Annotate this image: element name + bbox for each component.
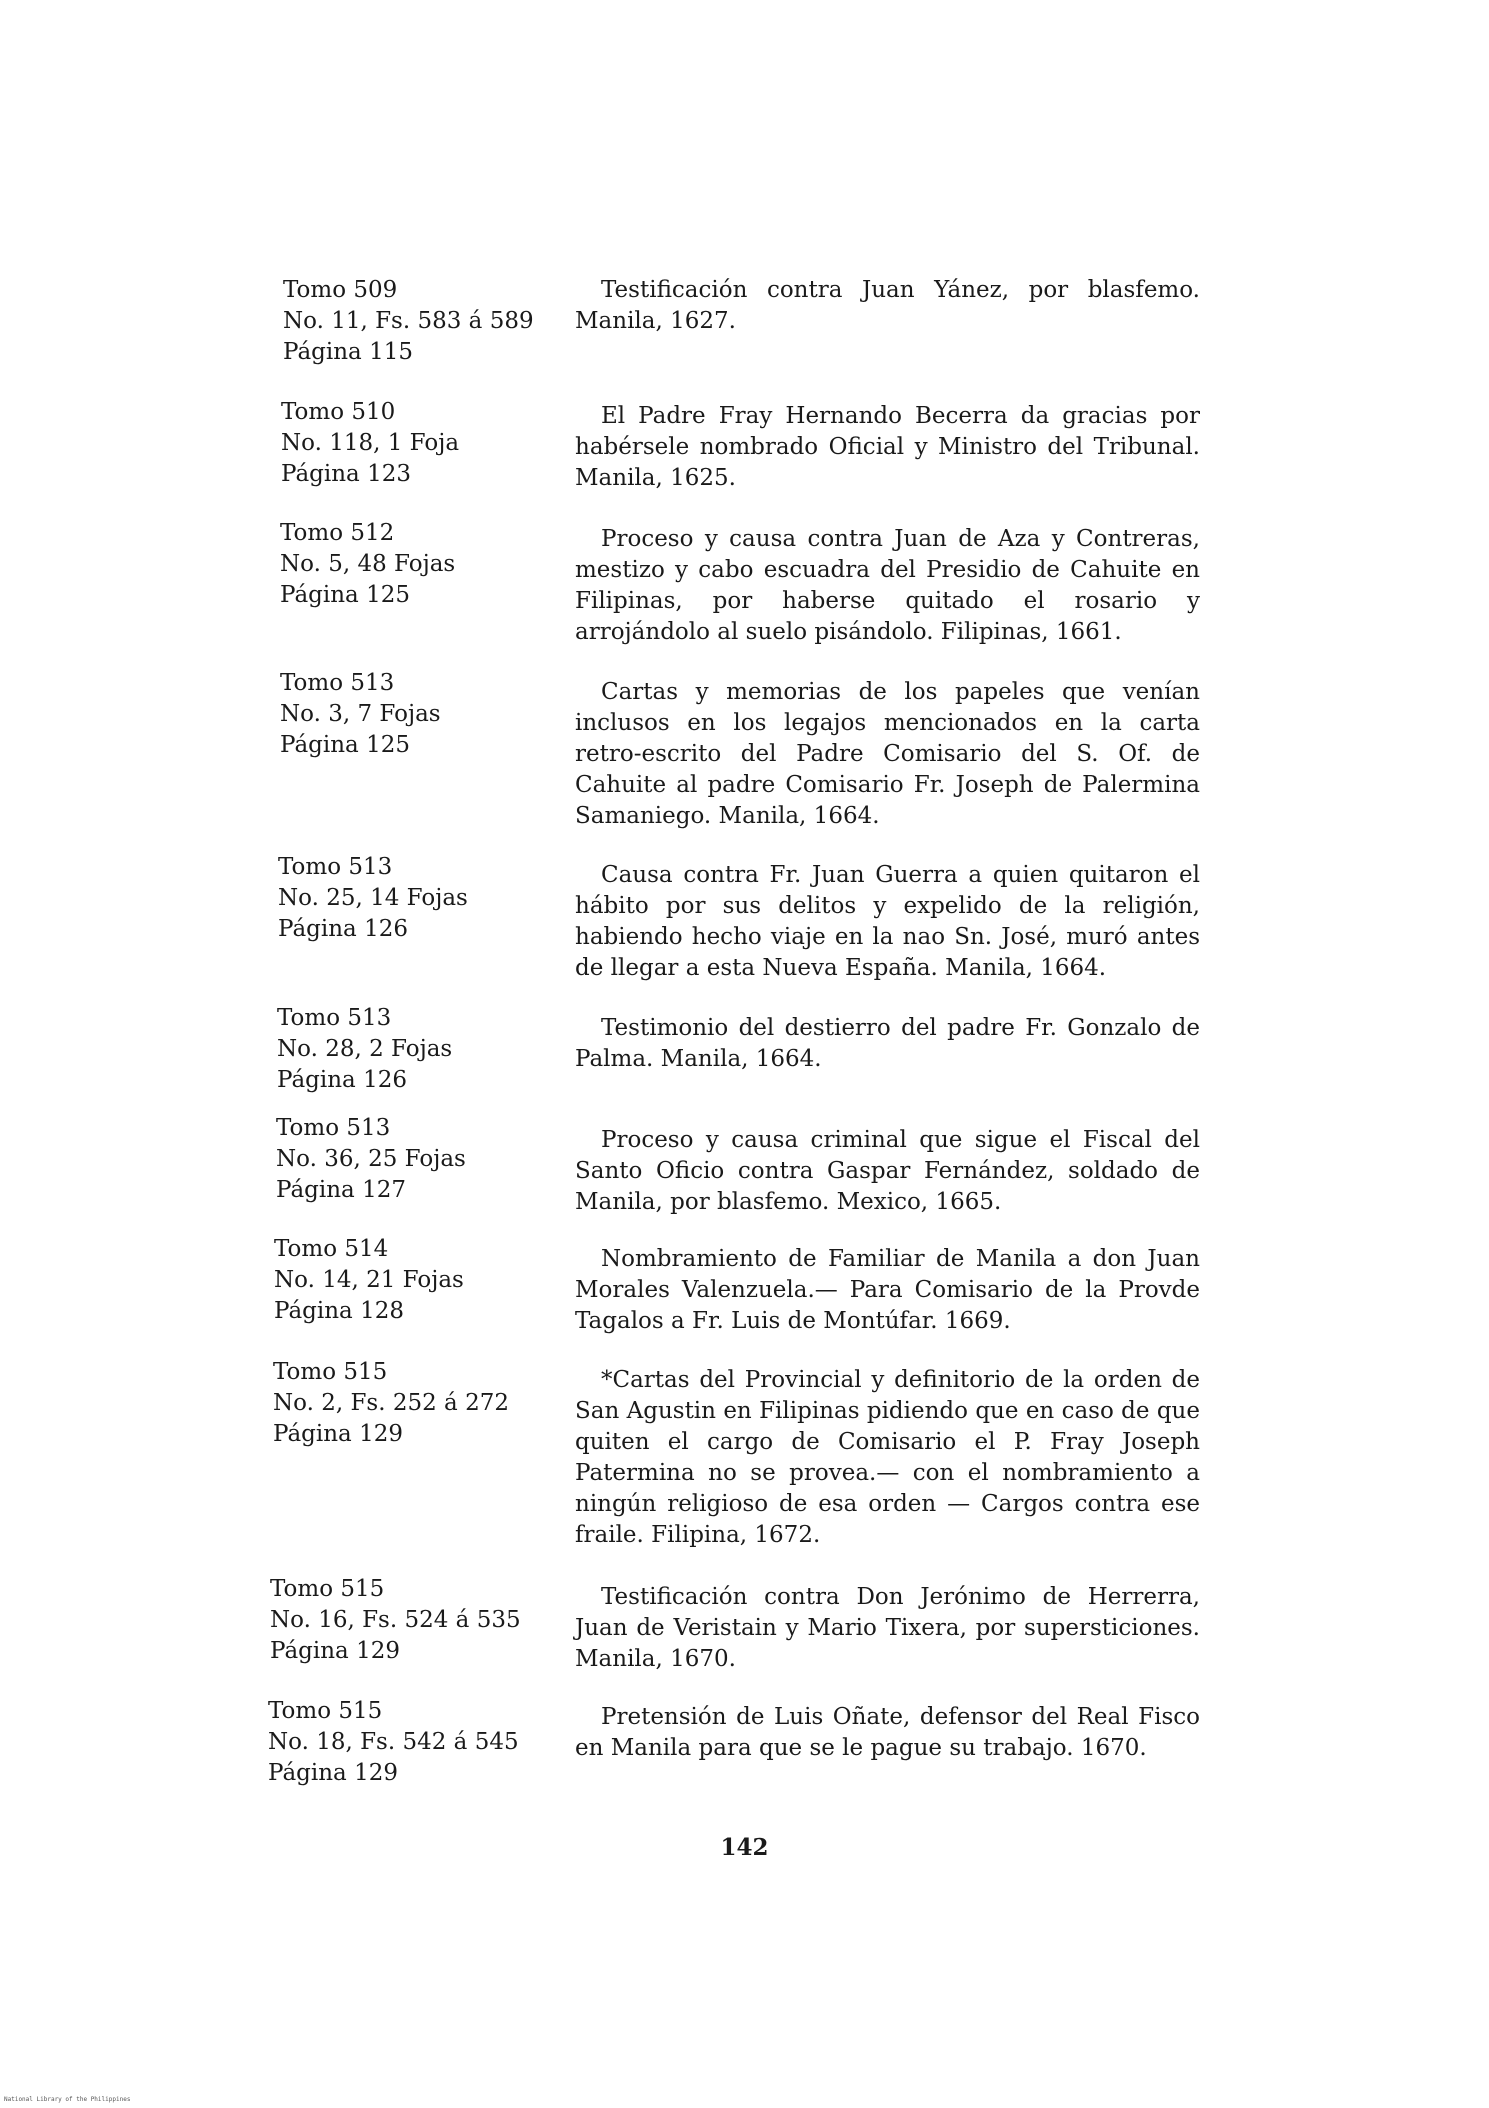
pagina-label: Página 128 — [274, 1298, 404, 1324]
tomo-label: Tomo 509 — [283, 277, 398, 303]
tomo-label: Tomo 513 — [276, 1115, 391, 1141]
numero-label: No. 118, 1 Foja — [281, 430, 460, 456]
tomo-label: Tomo 513 — [280, 670, 395, 696]
numero-label: No. 36, 25 Fojas — [276, 1146, 466, 1172]
entry-description: Testificación contra Don Jerónimo de Herrerra, Juan de Veristain y Mario Tixera, por supersticiones. Manila, 1670. — [575, 1584, 1200, 1672]
reference-block — [283, 275, 563, 368]
entry-description: Pretensión de Luis Oñate, defensor del Real Fisco en Manila para que se le pague su trabajo. 1670. — [575, 1704, 1200, 1761]
numero-label: No. 16, Fs. 524 á 535 — [270, 1607, 521, 1633]
reference-block — [268, 1696, 548, 1789]
numero-label: No. 18, Fs. 542 á 545 — [268, 1729, 519, 1755]
tomo-label: Tomo 512 — [280, 520, 395, 546]
tomo-label: Tomo 515 — [270, 1576, 385, 1602]
pagina-label: Página 125 — [280, 582, 410, 608]
entry-description: Causa contra Fr. Juan Guerra a quien quitaron el hábito por sus delitos y expelido de la religión, habiendo hecho viaje en la nao Sn. José, muró antes de llegar a esta Nueva España. Manila, 1664. — [575, 862, 1200, 981]
reference-block — [281, 397, 561, 490]
numero-label: No. 25, 14 Fojas — [278, 885, 468, 911]
numero-label: No. 11, Fs. 583 á 589 — [283, 308, 534, 334]
pagina-label: Página 126 — [277, 1067, 407, 1093]
entry-description: Testificación contra Juan Yánez, por blasfemo. Manila, 1627. — [575, 277, 1200, 334]
reference-block — [273, 1357, 553, 1450]
entry-description: Proceso y causa criminal que sigue el Fiscal del Santo Oficio contra Gaspar Fernández, soldado de Manila, por blasfemo. Mexico, 1665. — [575, 1127, 1200, 1215]
page-number: 142 — [720, 1834, 769, 1861]
tomo-label: Tomo 515 — [268, 1698, 383, 1724]
pagina-label: Página 123 — [281, 461, 411, 487]
tomo-label: Tomo 515 — [273, 1359, 388, 1385]
reference-block — [274, 1234, 554, 1327]
reference-block — [278, 852, 558, 945]
pagina-label: Página 125 — [280, 732, 410, 758]
reference-block — [280, 668, 560, 761]
reference-block — [270, 1574, 550, 1667]
pagina-label: Página 129 — [270, 1638, 400, 1664]
numero-label: No. 3, 7 Fojas — [280, 701, 441, 727]
numero-label: No. 5, 48 Fojas — [280, 551, 456, 577]
entry-description: *Cartas del Provincial y definitorio de la orden de San Agustin en Filipinas pidiendo que en caso de que quiten el cargo de Comisario el P. Fray Joseph Patermina no se provea.— con el nombramiento a ningún religioso de esa orden — Cargos contra ese fraile. Filipina, 1672. — [575, 1367, 1200, 1548]
numero-label: No. 2, Fs. 252 á 272 — [273, 1390, 509, 1416]
entry-description: Testimonio del destierro del padre Fr. Gonzalo de Palma. Manila, 1664. — [575, 1015, 1200, 1072]
tomo-label: Tomo 513 — [277, 1005, 392, 1031]
pagina-label: Página 126 — [278, 916, 408, 942]
numero-label: No. 28, 2 Fojas — [277, 1036, 453, 1062]
tomo-label: Tomo 513 — [278, 854, 393, 880]
entry-description: El Padre Fray Hernando Becerra da gracias por habérsele nombrado Oficial y Ministro del Tribunal. Manila, 1625. — [575, 403, 1200, 491]
pagina-label: Página 129 — [268, 1760, 398, 1786]
reference-block — [276, 1113, 556, 1206]
entry-description: Proceso y causa contra Juan de Aza y Contreras, mestizo y cabo escuadra del Presidio de Cahuite en Filipinas, por haberse quitado el rosario y arrojándolo al suelo pisándolo. Filipinas, 1661. — [575, 526, 1200, 645]
reference-block — [280, 518, 560, 611]
pagina-label: Página 129 — [273, 1421, 403, 1447]
tomo-label: Tomo 510 — [281, 399, 396, 425]
entry-description: Cartas y memorias de los papeles que venían inclusos en los legajos mencionados en la carta retro-escrito del Padre Comisario del S. Of. de Cahuite al padre Comisario Fr. Joseph de Palermina Samaniego. Manila, 1664. — [575, 679, 1200, 829]
numero-label: No. 14, 21 Fojas — [274, 1267, 464, 1293]
footer-note: National Library of the Philippines — [4, 2096, 131, 2103]
pagina-label: Página 127 — [276, 1177, 406, 1203]
entry-description: Nombramiento de Familiar de Manila a don Juan Morales Valenzuela.— Para Comisario de la Provde Tagalos a Fr. Luis de Montúfar. 1669. — [575, 1246, 1200, 1334]
reference-block — [277, 1003, 557, 1096]
pagina-label: Página 115 — [283, 339, 413, 365]
tomo-label: Tomo 514 — [274, 1236, 389, 1262]
